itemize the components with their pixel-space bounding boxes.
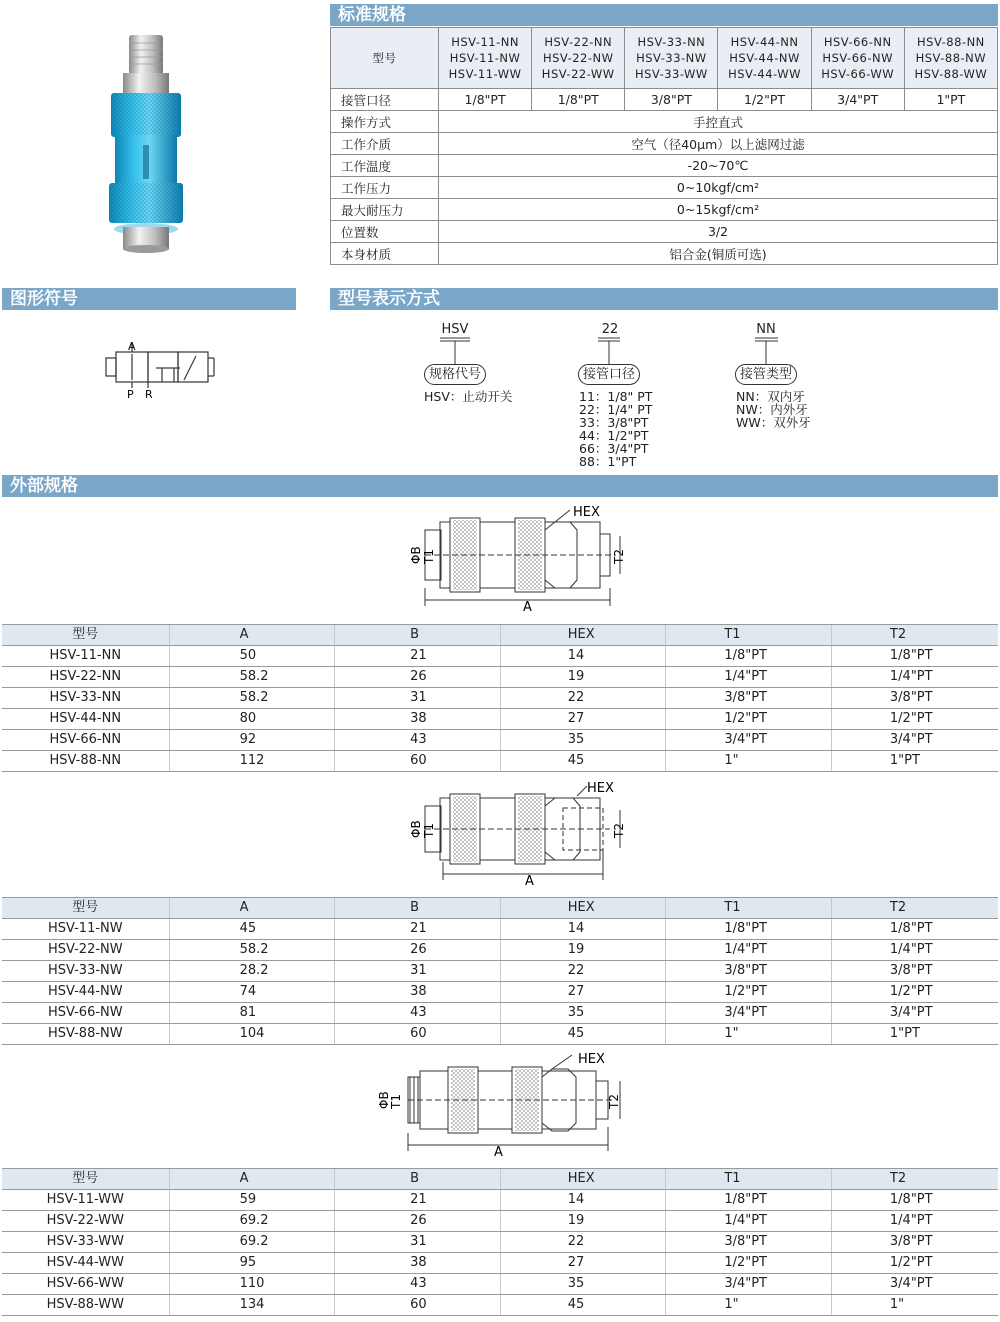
model-code-text: HSV-11-NW [449, 51, 521, 65]
model-code-text: HSV-44-NW [729, 51, 800, 65]
code-part-22: 22 [601, 322, 619, 337]
table-cell: 22 [500, 961, 666, 982]
table-cell: HEX [500, 1169, 666, 1190]
spec-model-cell [625, 28, 718, 89]
spec-row-value: 3/2 [439, 221, 998, 243]
table-cell: 1/4"PT [831, 1211, 998, 1232]
model-code-section-title: 型号表示方式 [330, 288, 998, 310]
table-row [2, 688, 998, 709]
table-cell: HSV-33-NW [2, 961, 169, 982]
symbol-port-p: P [127, 388, 134, 401]
drawing-nw [405, 776, 635, 888]
table-cell: 74 [169, 982, 335, 1003]
label-a: A [494, 1145, 503, 1159]
model-code-text: HSV-88-NW [915, 51, 987, 65]
table-cell: 110 [169, 1274, 335, 1295]
table-cell: 22 [500, 1232, 666, 1253]
spec-row-label: 工作压力 [331, 177, 439, 199]
spec-row-label: 工作介质 [331, 133, 439, 155]
table-cell: 3/8"PT [666, 961, 832, 982]
drawing-nn [405, 502, 635, 614]
table-cell: 134 [169, 1295, 335, 1316]
table-cell: HSV-66-NW [2, 1003, 169, 1024]
table-cell: 1/8"PT [831, 919, 998, 940]
table-cell: 1/8"PT [666, 919, 832, 940]
label-hex: HEX [573, 505, 600, 520]
table-cell: 1/8"PT [831, 1190, 998, 1211]
table-cell: 45 [500, 751, 666, 772]
label-t2: T2 [612, 823, 626, 838]
model-code-text: HSV-66-WW [821, 67, 895, 81]
model-code-text: HSV-66-NN [823, 35, 892, 49]
model-code-text: HSV-88-NN [917, 35, 985, 49]
table-cell: A [169, 625, 335, 646]
label-hex: HEX [587, 781, 614, 796]
table-cell: A [169, 1169, 335, 1190]
model-code-text: HSV-22-WW [541, 67, 615, 81]
symbol-section-title: 图形符号 [2, 288, 296, 310]
table-cell: 1/2"PT [831, 982, 998, 1003]
dim-table-nw [2, 897, 998, 1045]
table-cell: 型号 [2, 625, 169, 646]
table-cell: 3/8"PT [831, 688, 998, 709]
model-code-text: HSV-22-NN [544, 35, 613, 49]
table-row [2, 1295, 998, 1316]
symbol-port-r: R [145, 388, 153, 401]
model-code-text: HSV-33-NW [636, 51, 707, 65]
valve-symbol [100, 338, 220, 406]
table-cell: A [169, 898, 335, 919]
table-cell: 31 [335, 1232, 501, 1253]
spec-row-label: 工作温度 [331, 155, 439, 177]
table-cell: HEX [500, 625, 666, 646]
table-cell: 型号 [2, 898, 169, 919]
table-cell: 92 [169, 730, 335, 751]
spec-row-label: 接管口径 [331, 89, 439, 111]
table-cell: 26 [335, 667, 501, 688]
code-part-nn: NN [756, 322, 776, 337]
table-cell: 27 [500, 709, 666, 730]
table-row [2, 919, 998, 940]
table-cell: T1 [666, 1169, 832, 1190]
table-cell: 1/2"PT [666, 982, 832, 1003]
table-cell: 45 [500, 1295, 666, 1316]
table-cell: HSV-11-NN [2, 646, 169, 667]
code-part-hsv: HSV [441, 322, 469, 337]
table-row [2, 646, 998, 667]
dim-table-nn [2, 624, 998, 772]
label-t2: T2 [607, 1094, 621, 1109]
table-cell: HSV-11-WW [2, 1190, 169, 1211]
table-cell: 69.2 [169, 1232, 335, 1253]
table-cell: 45 [500, 1024, 666, 1045]
spec-port-cell: 1/2"PT [718, 89, 811, 111]
table-cell: HSV-88-NN [2, 751, 169, 772]
table-cell: 3/4"PT [831, 1274, 998, 1295]
table-cell: 60 [335, 751, 501, 772]
table-cell: T1 [666, 625, 832, 646]
spec-row-value: 空气（径40μm）以上滤网过滤 [439, 133, 998, 155]
drawing-ww [372, 1047, 632, 1159]
table-cell: 31 [335, 688, 501, 709]
dim-table-ww [2, 1168, 998, 1316]
table-cell: 1/4"PT [666, 667, 832, 688]
table-cell: 21 [335, 1190, 501, 1211]
table-cell: 19 [500, 1211, 666, 1232]
table-cell: 31 [335, 961, 501, 982]
spec-section-title: 标准规格 [330, 4, 998, 26]
table-cell: HSV-88-WW [2, 1295, 169, 1316]
table-cell: 50 [169, 646, 335, 667]
spec-model-cell [532, 28, 625, 89]
table-cell: B [335, 1169, 501, 1190]
table-cell: 型号 [2, 1169, 169, 1190]
table-cell: HSV-44-NW [2, 982, 169, 1003]
table-cell: 1" [831, 1295, 998, 1316]
table-cell: HSV-66-NN [2, 730, 169, 751]
table-cell: HEX [500, 898, 666, 919]
table-cell: 27 [500, 982, 666, 1003]
table-cell: 35 [500, 1003, 666, 1024]
spec-row-label: 操作方式 [331, 111, 439, 133]
table-cell: 1" [666, 1295, 832, 1316]
table-cell: T2 [831, 1169, 998, 1190]
spec-row-label: 位置数 [331, 221, 439, 243]
table-cell: 60 [335, 1295, 501, 1316]
table-cell: HSV-22-NW [2, 940, 169, 961]
spec-row-value: 铝合金(铜质可选) [439, 243, 998, 265]
table-cell: 112 [169, 751, 335, 772]
label-t1: T1 [422, 549, 436, 564]
table-cell: 104 [169, 1024, 335, 1045]
spec-port-cell: 1"PT [904, 89, 997, 111]
spec-row-value: -20~70℃ [439, 155, 998, 177]
table-cell: 14 [500, 646, 666, 667]
table-cell: 14 [500, 919, 666, 940]
table-cell: 22 [500, 688, 666, 709]
table-cell: HSV-66-WW [2, 1274, 169, 1295]
label-phi-b: ΦB [409, 546, 423, 564]
table-cell: 21 [335, 919, 501, 940]
spec-table [330, 27, 998, 265]
spec-port-cell: 1/8"PT [532, 89, 625, 111]
table-cell: 3/4"PT [666, 1274, 832, 1295]
table-cell: 3/8"PT [831, 1232, 998, 1253]
spec-row-value: 0~10kgf/cm² [439, 177, 998, 199]
table-cell: 58.2 [169, 940, 335, 961]
table-row [2, 961, 998, 982]
code-desc-spec: HSV：止动开关 [424, 389, 513, 404]
label-hex: HEX [578, 1052, 605, 1067]
table-cell: HSV-44-NN [2, 709, 169, 730]
table-cell: 1/8"PT [831, 646, 998, 667]
spec-model-cell [811, 28, 904, 89]
table-cell: 26 [335, 1211, 501, 1232]
table-cell: 1/4"PT [666, 1211, 832, 1232]
spec-row-label: 最大耐压力 [331, 199, 439, 221]
table-cell: T2 [831, 898, 998, 919]
code-name-port: 接管口径 [578, 364, 640, 385]
table-cell: 45 [169, 919, 335, 940]
spec-port-cell: 3/4"PT [811, 89, 904, 111]
table-cell: 1/2"PT [666, 709, 832, 730]
spec-model-cell [439, 28, 532, 89]
table-cell: 58.2 [169, 667, 335, 688]
table-row [2, 940, 998, 961]
table-cell: 3/8"PT [666, 1232, 832, 1253]
table-cell: HSV-44-WW [2, 1253, 169, 1274]
table-cell: B [335, 898, 501, 919]
table-cell: 1"PT [831, 751, 998, 772]
table-cell: 80 [169, 709, 335, 730]
table-cell: 3/4"PT [666, 730, 832, 751]
code-name-type: 接管类型 [735, 364, 797, 385]
table-cell: 43 [335, 730, 501, 751]
spec-row-value: 0~15kgf/cm² [439, 199, 998, 221]
model-code-text: HSV-11-WW [448, 67, 522, 81]
product-photo [95, 33, 195, 255]
model-code-text: HSV-33-WW [634, 67, 708, 81]
table-cell: T2 [831, 625, 998, 646]
table-cell: 69.2 [169, 1211, 335, 1232]
table-cell: 59 [169, 1190, 335, 1211]
table-cell: 1/4"PT [831, 667, 998, 688]
table-cell: 81 [169, 1003, 335, 1024]
table-cell: HSV-33-NN [2, 688, 169, 709]
table-row [2, 1024, 998, 1045]
table-cell: HSV-22-WW [2, 1211, 169, 1232]
table-row [2, 709, 998, 730]
table-cell: HSV-22-NN [2, 667, 169, 688]
symbol-port-a: A [128, 340, 136, 353]
label-t1: T1 [389, 1094, 403, 1109]
code-name-spec: 规格代号 [424, 364, 486, 385]
model-code-text: HSV-44-NN [730, 35, 799, 49]
table-cell: 43 [335, 1274, 501, 1295]
table-cell: 43 [335, 1003, 501, 1024]
spec-model-cell [904, 28, 997, 89]
table-row [2, 1211, 998, 1232]
model-code-text: HSV-44-WW [728, 67, 801, 81]
label-phi-b: ΦB [409, 820, 423, 838]
table-cell: 1"PT [831, 1024, 998, 1045]
table-cell: 38 [335, 982, 501, 1003]
spec-port-cell: 3/8"PT [625, 89, 718, 111]
table-row [2, 1190, 998, 1211]
table-cell: HSV-33-WW [2, 1232, 169, 1253]
table-row [2, 1253, 998, 1274]
model-code-text: HSV-66-NW [822, 51, 893, 65]
table-cell: 28.2 [169, 961, 335, 982]
spec-port-cell: 1/8"PT [439, 89, 532, 111]
table-cell: 1" [666, 1024, 832, 1045]
spec-model-cell [718, 28, 811, 89]
model-code-text: HSV-22-NW [542, 51, 614, 65]
label-phi-b: ΦB [377, 1091, 391, 1109]
table-cell: 60 [335, 1024, 501, 1045]
label-t1: T1 [422, 823, 436, 838]
table-cell: 1/2"PT [831, 709, 998, 730]
table-cell: 35 [500, 1274, 666, 1295]
table-cell: 1/4"PT [666, 940, 832, 961]
table-cell: 1/4"PT [831, 940, 998, 961]
table-cell: B [335, 625, 501, 646]
table-cell: 38 [335, 1253, 501, 1274]
table-row [2, 1232, 998, 1253]
table-cell: 1/8"PT [666, 1190, 832, 1211]
table-cell: 1/8"PT [666, 646, 832, 667]
table-cell: 14 [500, 1190, 666, 1211]
table-row [2, 1003, 998, 1024]
table-cell: 58.2 [169, 688, 335, 709]
table-cell: HSV-88-NW [2, 1024, 169, 1045]
table-cell: 3/4"PT [831, 730, 998, 751]
table-cell: 1/2"PT [831, 1253, 998, 1274]
spec-row-label: 本身材质 [331, 243, 439, 265]
table-cell: 1/2"PT [666, 1253, 832, 1274]
external-section-title: 外部规格 [2, 475, 998, 497]
table-cell: T1 [666, 898, 832, 919]
table-cell: 95 [169, 1253, 335, 1274]
table-cell: 1" [666, 751, 832, 772]
table-cell: 3/4"PT [831, 1003, 998, 1024]
model-code-text: HSV-11-NN [451, 35, 519, 49]
table-cell: 26 [335, 940, 501, 961]
spec-model-label: 型号 [331, 28, 439, 89]
table-cell: 3/8"PT [666, 688, 832, 709]
table-row [2, 730, 998, 751]
table-cell: 19 [500, 667, 666, 688]
table-cell: 3/8"PT [831, 961, 998, 982]
table-cell: 38 [335, 709, 501, 730]
model-code-text: HSV-88-WW [914, 67, 988, 81]
table-cell: 19 [500, 940, 666, 961]
label-a: A [523, 600, 532, 614]
code-desc-port: 11：1/8" PT 22：1/4" PT 33：3/8"PT 44：1/2"PT 66：3/4"PT 88：1"PT [579, 389, 653, 469]
table-cell: 35 [500, 730, 666, 751]
table-cell: HSV-11-NW [2, 919, 169, 940]
table-row [2, 1274, 998, 1295]
spec-row-value: 手控直式 [439, 111, 998, 133]
table-cell: 27 [500, 1253, 666, 1274]
table-cell: 21 [335, 646, 501, 667]
table-row [2, 982, 998, 1003]
table-row [2, 667, 998, 688]
table-row [2, 751, 998, 772]
model-code-text: HSV-33-NN [637, 35, 706, 49]
label-a: A [525, 874, 534, 888]
label-t2: T2 [612, 549, 626, 564]
table-cell: 3/4"PT [666, 1003, 832, 1024]
code-desc-type: NN：双内牙 NW：内外牙 WW：双外牙 [736, 389, 811, 430]
